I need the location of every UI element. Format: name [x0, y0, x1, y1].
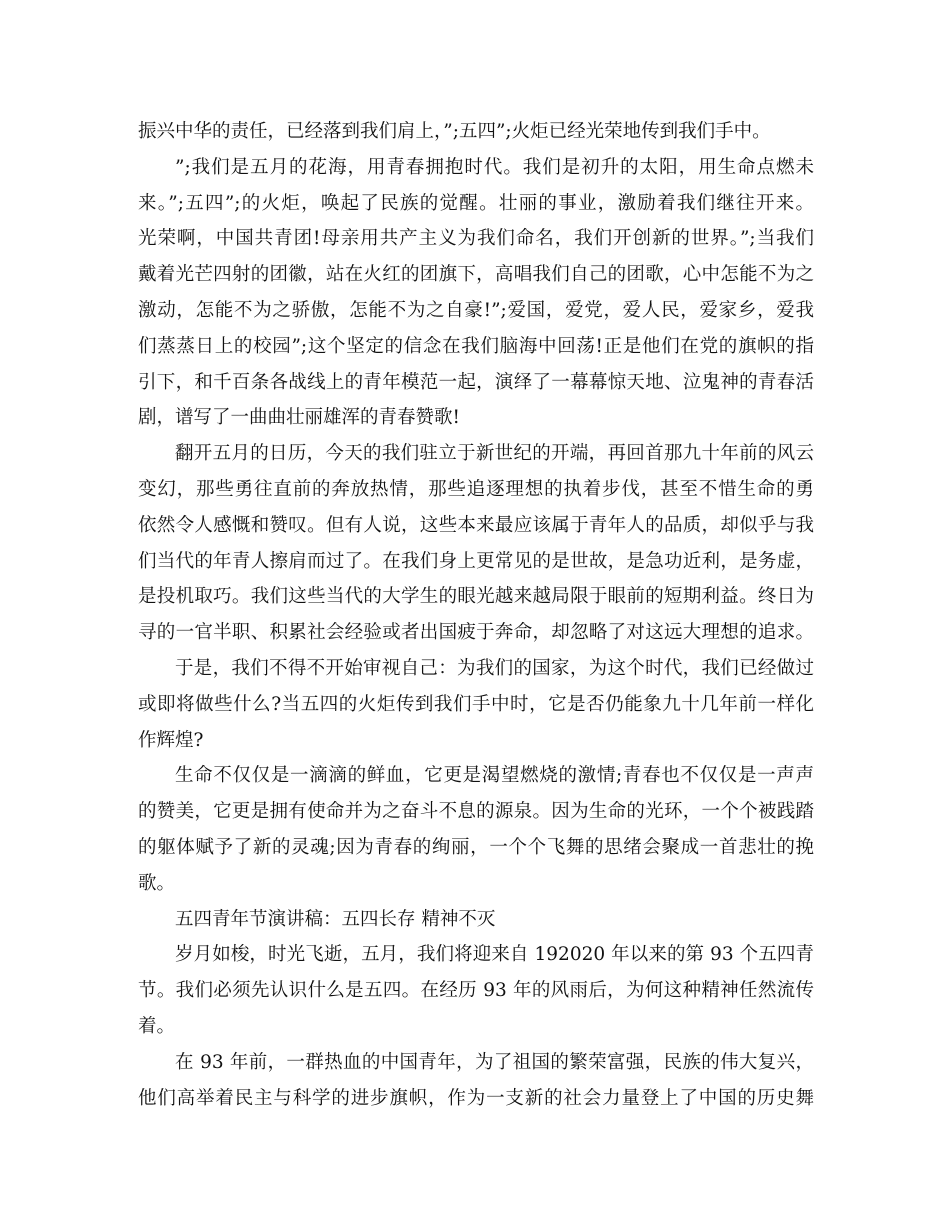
text-line: 着。: [138, 1015, 176, 1037]
text-line: 们当代的年青人擦肩而过了。在我们身上更常见的是世故，是急功近利，是务虚，: [138, 550, 814, 572]
text-line: 变幻，那些勇往直前的奔放热情，那些追逐理想的执着步伐，甚至不惜生命的勇: [138, 478, 814, 500]
text-line: 引下，和千百条各战线上的青年模范一起，演绎了一幕幕惊天地、泣鬼神的青春活: [138, 371, 814, 393]
text-line: 在 93 年前，一群热血的中国青年，为了祖国的繁荣富强，民族的伟大复兴，: [175, 1051, 814, 1073]
text-line: 歌。: [138, 872, 176, 894]
text-line: 激动，怎能不为之骄傲，怎能不为之自豪!”;爱国，爱党，爱人民，爱家乡，爱我: [138, 299, 814, 321]
text-line: 的赞美，它更是拥有使命并为之奋斗不息的源泉。因为生命的光环，一个个被践踏: [138, 801, 814, 823]
text-line: 戴着光芒四射的团徽，站在火红的团旗下，高唱我们自己的团歌，心中怎能不为之: [138, 264, 814, 286]
text-line: 五四青年节演讲稿：五四长存 精神不灭: [175, 908, 496, 930]
text-line: 剧，谱写了一曲曲壮丽雄浑的青春赞歌!: [138, 407, 460, 429]
text-line: 他们高举着民主与科学的进步旗帜，作为一支新的社会力量登上了中国的历史舞: [138, 1087, 814, 1109]
text-line: ”;我们是五月的花海，用青春拥抱时代。我们是初升的太阳，用生命点燃未: [175, 156, 814, 178]
document-body: [138, 114, 814, 1116]
text-line: 振兴中华的责任，已经落到我们肩上，”;五四”;火炬已经光荣地传到我们手中。: [138, 121, 771, 142]
text-line: 们蒸蒸日上的校园”;这个坚定的信念在我们脑海中回荡!正是他们在党的旗帜的指: [138, 335, 814, 357]
text-line: 翻开五月的日历，今天的我们驻立于新世纪的开端，再回首那九十年前的风云: [175, 443, 814, 465]
text-line: 的躯体赋予了新的灵魂;因为青春的绚丽，一个个飞舞的思绪会聚成一首悲壮的挽: [138, 836, 814, 858]
text-line: 寻的一官半职、积累社会经验或者出国疲于奔命，却忽略了对这远大理想的追求。: [138, 622, 814, 644]
text-line: 光荣啊，中国共青团!母亲用共产主义为我们命名，我们开创新的世界。”;当我们: [138, 228, 814, 250]
text-line: 节。我们必须先认识什么是五四。在经历 93 年的风雨后，为何这种精神任然流传: [138, 980, 814, 1002]
text-line: 生命不仅仅是一滴滴的鲜血，它更是渴望燃烧的激情;青春也不仅仅是一声声: [175, 765, 814, 787]
text-line: 来。”;五四”;的火炬，唤起了民族的觉醒。壮丽的事业，激励着我们继往开来。: [138, 192, 814, 214]
text-line: 岁月如梭，时光飞逝，五月，我们将迎来自 192020 年以来的第 93 个五四青: [175, 944, 814, 966]
text-line: 作辉煌?: [138, 729, 204, 751]
text-line: 或即将做些什么?当五四的火炬传到我们手中时，它是否仍能象九十几年前一样化: [138, 693, 814, 715]
text-line: 于是，我们不得不开始审视自己：为我们的国家，为这个时代，我们已经做过: [175, 657, 814, 679]
text-line: 是投机取巧。我们这些当代的大学生的眼光越来越局限于眼前的短期利益。终日为: [138, 586, 814, 608]
text-line: 依然令人感慨和赞叹。但有人说，这些本来最应该属于青年人的品质，却似乎与我: [138, 514, 814, 536]
